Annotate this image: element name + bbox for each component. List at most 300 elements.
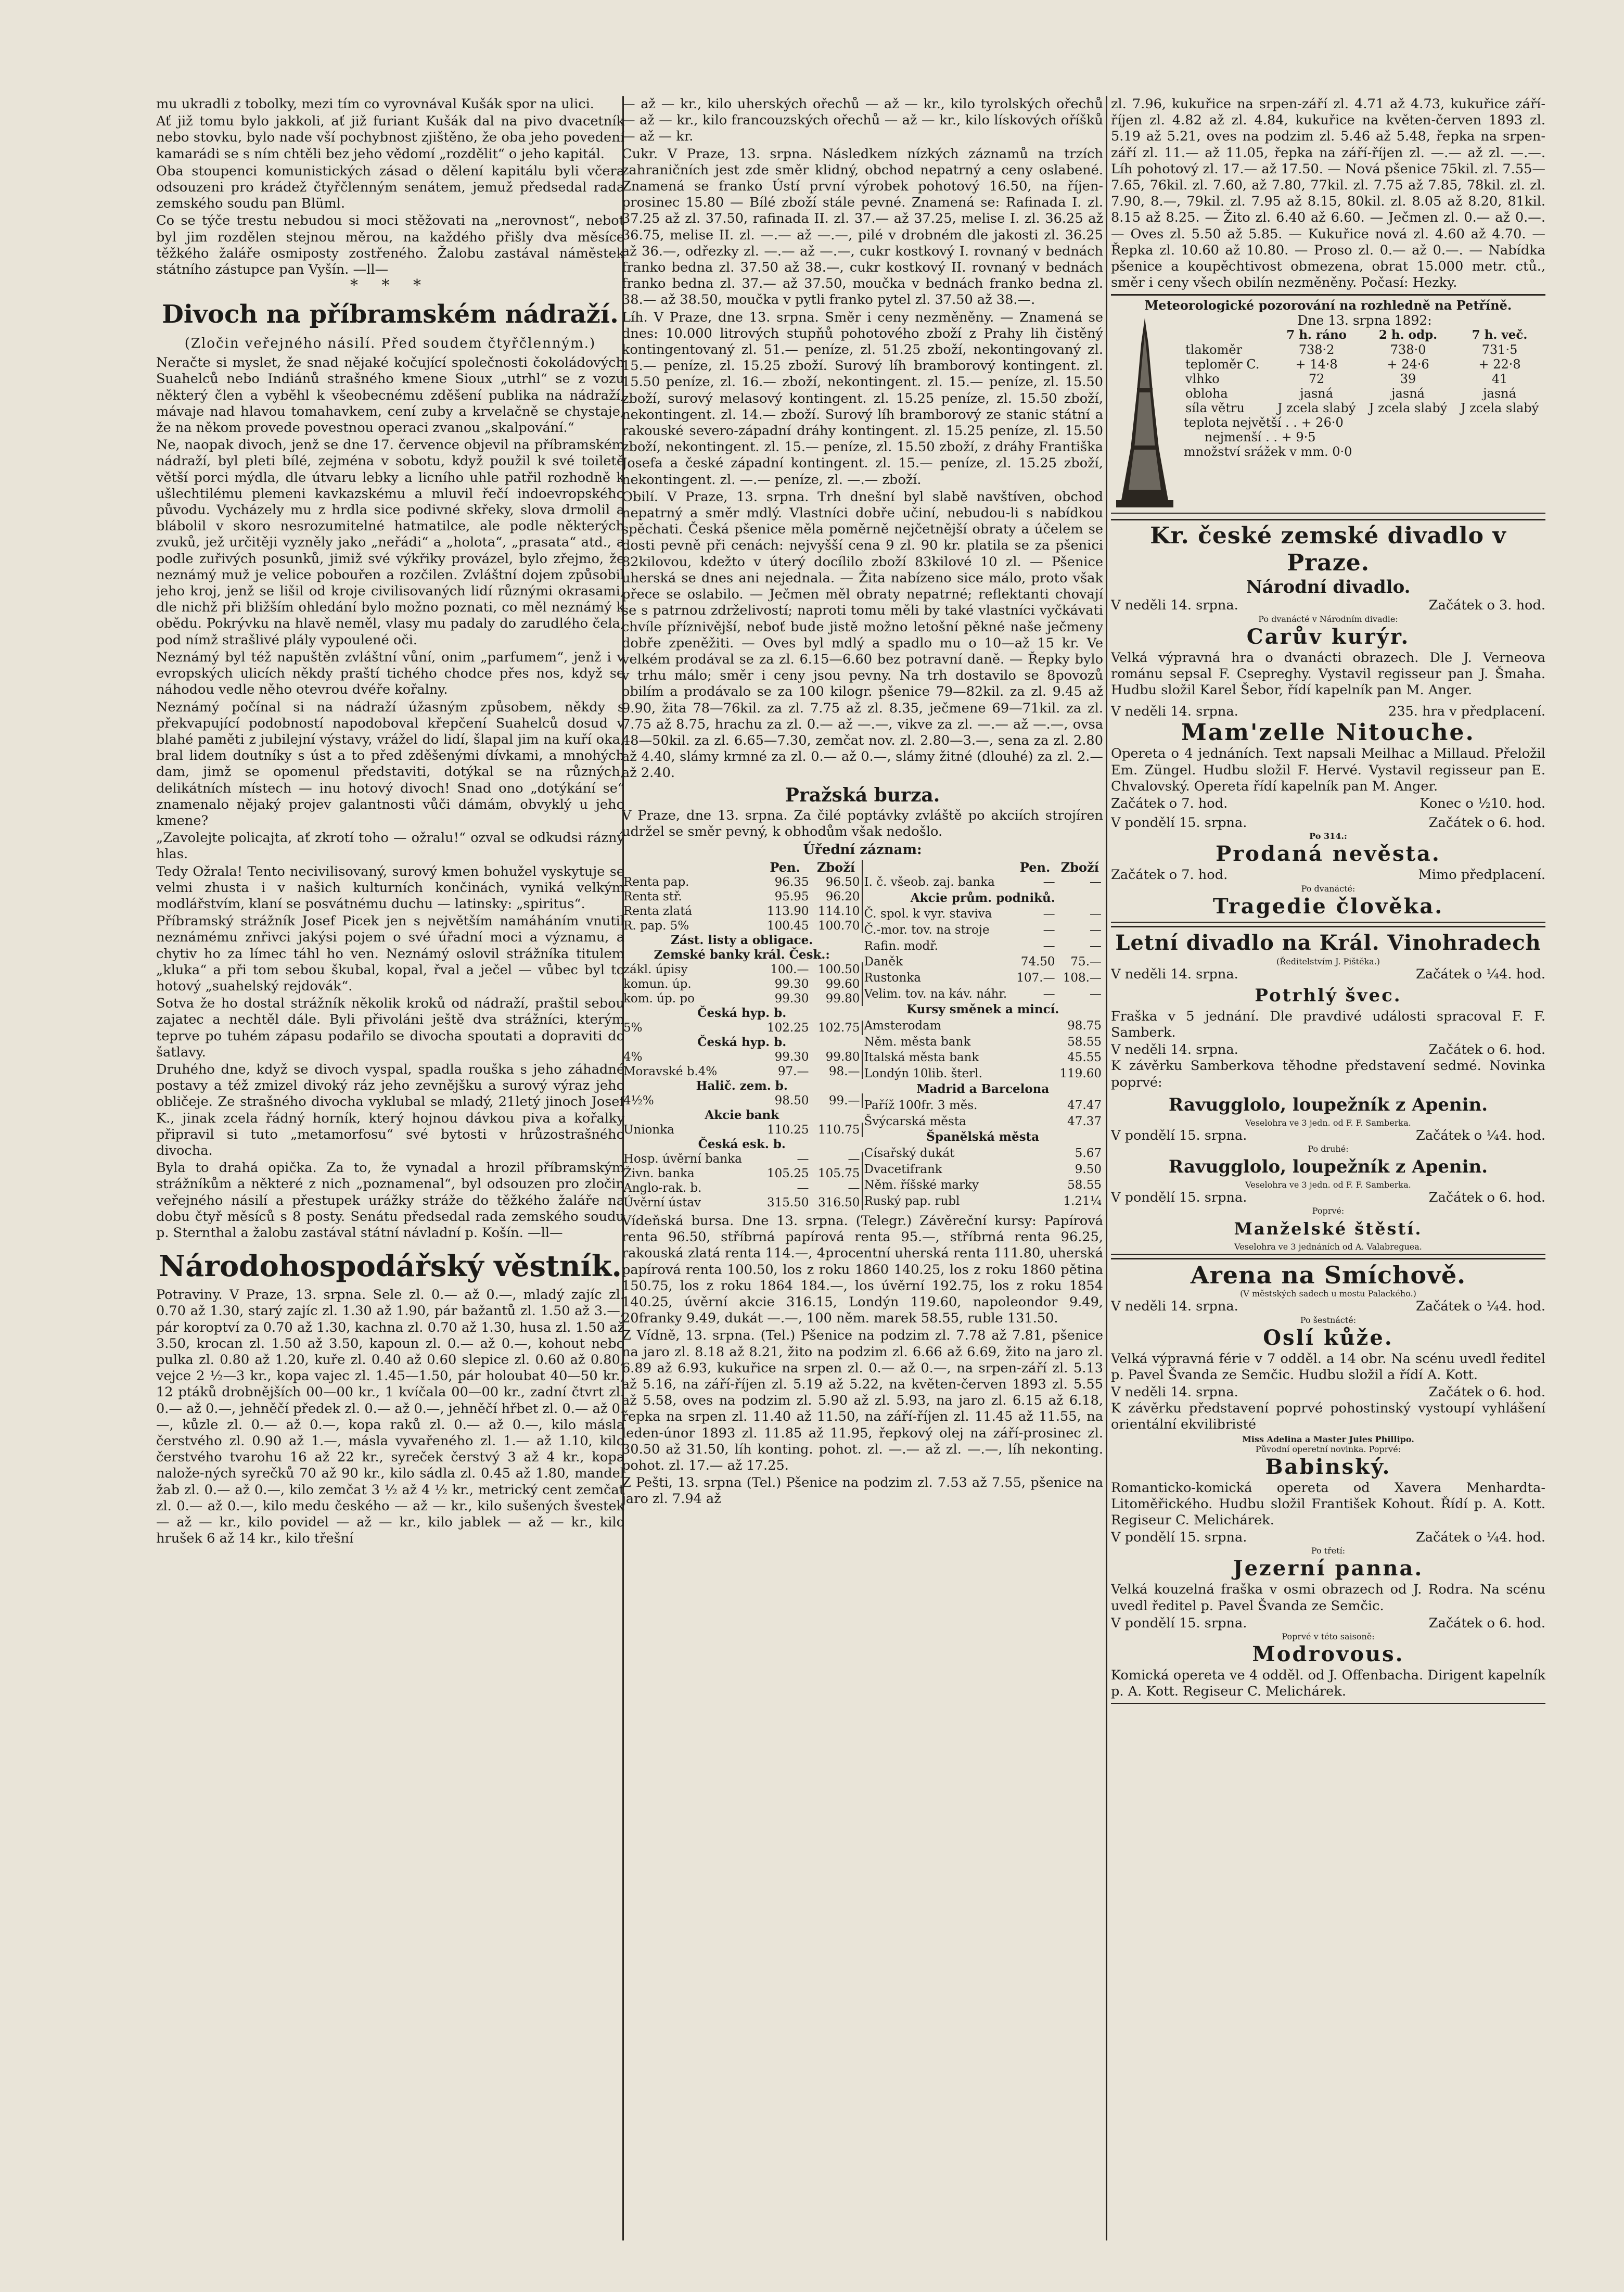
- date: V neděli 14. srpna.: [1111, 1298, 1238, 1315]
- weather-label: tlakoměr: [1185, 342, 1243, 358]
- table-value: 119.60: [1059, 1066, 1102, 1080]
- table-value: 58.55: [1067, 1178, 1102, 1192]
- table-value: 100.45: [767, 919, 809, 933]
- table-value: 107.—: [1016, 971, 1055, 985]
- table-value: 95.95: [774, 889, 809, 903]
- weather-col: 2 h. odp.: [1378, 328, 1438, 342]
- table-row: [863, 1130, 1104, 1146]
- weather-value: + 14·8: [1295, 357, 1338, 372]
- table-label: Švýcarská města: [864, 1114, 966, 1128]
- start-time: Začátek o ¼4. hod.: [1415, 1298, 1545, 1315]
- table-label: Renta zlatá: [623, 904, 693, 918]
- paragraph: Co se týče trestu nebudou si moci stěžovati na „nerovnost“, neboť byl jim rozdělen stejnou měrou, na každého přišly dva měsíce těžkého žaláře osmiposty zostřeného. Žalobu zastával náměstek státního zástupce pan Vyšín. —ll—: [156, 213, 624, 278]
- table-row: [863, 1018, 1104, 1035]
- table-row: [863, 907, 1104, 923]
- table-row: [622, 904, 862, 919]
- table-label: Moravské b.4%: [623, 1064, 718, 1078]
- paragraph: Sotva že ho dostal strážník několik kroků od nádraží, praštil sebou zajatec a nechtěl dále. Byli přivoláni ještě dva strážníci, kterým teprve po tuhém zápasu podařilo se divocha spoutati a dopraviti do šatlavy.: [156, 996, 624, 1060]
- table-value: 113.90: [767, 904, 809, 918]
- table-row: [863, 1178, 1104, 1194]
- start-time: Začátek o ¼4. hod.: [1415, 966, 1545, 982]
- table-row: [863, 1098, 1104, 1114]
- table-row: [622, 1108, 862, 1123]
- theatre-section: [1111, 519, 1545, 922]
- date: V pondělí 15. srpna.: [1111, 1615, 1247, 1631]
- table-value: 110.25: [767, 1123, 809, 1137]
- table-row: [622, 1006, 862, 1021]
- date: V neděli 14. srpna.: [1111, 1384, 1238, 1400]
- end-time: Konec o ½10. hod.: [1420, 796, 1545, 812]
- column-right: [1111, 96, 1545, 2261]
- weather-value: 39: [1400, 372, 1416, 387]
- table-value: 98.—: [810, 1064, 862, 1079]
- paragraph: Ne, naopak divoch, jenž se dne 17. července objevil na příbramském nádraží, byl pleti bílé, zejména v sobotu, když použil k své toiletě větší porci mýdla, dle útvaru lebky a licního uhle patřil rozhodně k ušlechtilému plemeni kavkazskému a mluvil řečí indoevropského původu. Vycházely mu z hrdla sice podivné skřeky, slova drmolil a blábolil v skoro nesrozumitelné hatmatilce, ale podle některých zvuků, jež určitěji vyzněly jako „neřádi“ a „holota“, „prasata“ atd., a podle zuřivých posunků, jimiž své výkřiky provázel, bylo zřejmo, že neznámý muž je velice pobouřen a rozčilen. Zvláštní dojem způsobil jeho kroj, jenž se lišil od kroje civilisovaných lidí různými okrasami, dle nichž při bližším ohledání bylo možno poznati, co měl neznámý k obědu. Pokrývku na hlavě neměl, vlasy mu padaly do zarudlého čela, pod nímž strašlivé plály vypoulené oči.: [156, 437, 624, 648]
- table-label: Rafin. modř.: [864, 939, 938, 953]
- play-description: Veselohra ve 3 jedn. od F. F. Samberka.: [1245, 1117, 1411, 1128]
- table-label: Amsterodam: [864, 1018, 941, 1033]
- table-value: 98.75: [1067, 1018, 1102, 1033]
- table-label: zákl. úpisy: [623, 962, 688, 976]
- table-row: [863, 1146, 1104, 1162]
- table-row: [622, 948, 862, 962]
- table-value: 96.50: [810, 875, 862, 889]
- table-value: 47.37: [1067, 1114, 1102, 1128]
- table-row: [863, 987, 1104, 1003]
- weather-value: J zcela slabý: [1277, 401, 1356, 416]
- start-time: Začátek o 7. hod.: [1111, 796, 1228, 812]
- weather-value: J zcela slabý: [1460, 401, 1539, 416]
- start-time: Začátek o ¼4. hod.: [1415, 1530, 1545, 1546]
- table-value: [1014, 1194, 1057, 1210]
- sugar-report: Cukr. V Praze, 13. srpna. Následkem nízkých záznamů na trzích zahraničních jest zde směr klidný, obchod nepatrný a ceny oslabené. Znamená se franko Ústí první výrobek pohotový 16.50, na říjen-prosinec 15.80 — Bílé zboží stále pevné. Znamená se: Rafinada I. zl. 37.25 až zl. 37.50, rafinada II. zl. 37.— až 37.25, melise I. zl. 36.25 až 36.75, melise II. zl. —.— až —.—, pilé v drobném dle jakosti zl. 36.25 až 36.—, odřezky zl. —.— až —.—, cukr kostkový I. rovnaný v bednách franko bedna zl. 37.50 až 38.—, cukr kostkový II. rovnaný v bednách franko bedna zl. 37.— až 37.50, moučka v bednách franko bedna zl. 38.— až 38.50, moučka v pytli franko pytel zl. 37.50 až 38.—.: [622, 146, 1103, 308]
- table-row: [863, 923, 1104, 939]
- table-row: [622, 1093, 862, 1108]
- table-value: 47.47: [1067, 1099, 1102, 1113]
- table-value: [1014, 1178, 1057, 1194]
- table-label: Č.-mor. tov. na stroje: [864, 923, 990, 937]
- performance-note: Původní operetní novinka. Poprvé:: [1255, 1444, 1401, 1454]
- date: V pondělí 15. srpna.: [1111, 815, 1247, 831]
- table-value: 96.20: [810, 889, 862, 904]
- table-label: Renta stř.: [623, 889, 682, 903]
- weather-col: 7 h. več.: [1472, 328, 1528, 342]
- table-row: [863, 954, 1104, 971]
- weather-title: Meteorologické pozorování na rozhledně na Petříně.: [1144, 298, 1512, 313]
- weather-table: [1184, 328, 1545, 415]
- start-time: Začátek o 7. hod.: [1111, 867, 1228, 883]
- paragraph: „Zavolejte policajta, ať zkrotí toho — ožralu!“ ozval se odkudsi rázný hlas.: [156, 830, 624, 862]
- table-value: —: [1043, 875, 1055, 889]
- table-value: 108.—: [1063, 971, 1102, 985]
- weather-col: 7 h. ráno: [1286, 328, 1347, 342]
- play-title: Prodaná nevěsta.: [1216, 842, 1441, 867]
- play-title: Oslí kůže.: [1263, 1325, 1393, 1350]
- date: V pondělí 15. srpna.: [1111, 1127, 1247, 1143]
- table-row: [863, 939, 1104, 955]
- table-label: Halič. zem. b.: [696, 1078, 788, 1093]
- table-label: Císařský dukát: [864, 1147, 955, 1161]
- table-label: Akcie prům. podniků.: [910, 890, 1055, 905]
- start-time: Začátek o 6. hod.: [1428, 1042, 1545, 1058]
- table-row: [863, 1035, 1104, 1051]
- table-row: [622, 1021, 862, 1035]
- column-rule: [1106, 96, 1107, 2240]
- table-row: [622, 1050, 862, 1064]
- weather-label: teploměr C.: [1185, 357, 1260, 372]
- table-label: Renta pap.: [623, 875, 689, 889]
- paragraph: zl. 7.96, kukuřice na srpen-září zl. 4.71 až 4.73, kukuřice září-říjen zl. 4.82 až zl. 4.84, kukuřice na květen-červen 1893 zl. 5.19 až 5.21, oves na podzim zl. 5.46 až 5.48, řepka na srpen-září zl. 11.— až 11.05, řepka na září-říjen zl. —.— až zl. —.—. Líh pohotový zl. 17.— až 17.50. — Nová pšenice 75kil. zl. 7.55—7.65, 76kil. zl. 7.60, až 7.80, 77kil. zl. 7.75 až 7.85, 78kil. zl. zl. 7.90, 8.—, 79kil. zl. 7.95 až 8.15, 80kil. zl. 8.05 až 8.20, 81kil. 8.15 až 8.25. — Žito zl. 6.40 až 6.60. — Ječmen zl. 0.— až 0.—. — Oves zl. 5.50 až 5.85. — Kukuřice nová zl. 4.60 až 4.70. — Řepka zl. 10.60 až 10.80. — Proso zl. 0.— až 0.—. — Nabídka pšenice a koupěchtivost obmezena, obrat 15.000 metr. ctů., směr i ceny všech obilín nezměněny. Počasí: Hezky.: [1111, 96, 1545, 291]
- table-value: —: [1090, 939, 1102, 953]
- table-label: Hosp. úvěrní banka: [623, 1152, 742, 1166]
- weather-row: [1184, 401, 1545, 415]
- play-description: K závěrku představení poprvé pohostinský vystoupí vyhlášení orientální ekvilibristé: [1111, 1400, 1545, 1433]
- summer-theatre-subtitle: (Ředitelstvím J. Pištěka.): [1276, 956, 1380, 966]
- table-value: —: [810, 1152, 862, 1166]
- table-value: —: [1043, 907, 1055, 921]
- table-label: Česká hyp. b.: [697, 1035, 787, 1049]
- table-value: 102.25: [767, 1021, 809, 1035]
- table-row: [622, 1035, 862, 1050]
- paragraph: Neračte si myslet, že snad nějaké kočující společnosti čokoládových Suahelců nebo Indiánů strašného kmene Sioux „utrhl“ se z vozu některý člen a vyběhl k všeobecnému zděšení publika na nádraží, mávaje nad hlavou tomahavkem, cení zuby a krvelačně se chystaje, že na někom provede povestnou operaci zvanou „skalpování.“: [156, 355, 624, 436]
- date: V pondělí 15. srpna.: [1111, 1530, 1247, 1546]
- table-row: [622, 933, 862, 948]
- start-time: Začátek o 6. hod.: [1428, 1615, 1545, 1631]
- table-value: 105.25: [767, 1166, 809, 1180]
- play-title: Potrhlý švec.: [1255, 985, 1402, 1006]
- table-row: [622, 1166, 862, 1181]
- table-label: Daněk: [864, 955, 903, 969]
- start-time: Začátek o 6. hod.: [1428, 815, 1545, 831]
- table-value: 105.75: [810, 1166, 862, 1181]
- date: V pondělí 15. srpna.: [1111, 1190, 1247, 1206]
- weather-rain: množství srážek v mm. 0·0: [1184, 444, 1352, 460]
- national-theatre-title: Národní divadlo.: [1246, 577, 1411, 598]
- paragraph: Byla to drahá opička. Za to, že vynadal a hrozil příbramským strážníkům a některé z nich „poznamenal“, byl odsouzen pro zločin veřejného násilí a přestupek urážky stráže do těžkého žaláře na dobu čtyř měsíců s 8 posty. Senátu předsedal rada zemského soudu p. Sternthal a žalobu zastával státní návladní p. Košín. —ll—: [156, 1160, 624, 1241]
- paragraph: Neznámý byl též napuštěn zvláštní vůní, onim „parfumem“, jenž i v evropských ulicích někdy praští tichého chodce přes nos, když se náhodou vedle něho otevrou dvéře kořalny.: [156, 649, 624, 698]
- table-value: 99.—: [810, 1093, 862, 1108]
- table-value: [1014, 1114, 1057, 1130]
- table-row: [863, 1194, 1104, 1210]
- market-report: Potraviny. V Praze, 13. srpna. Sele zl. 0.— až 0.—, mladý zajíc zl. 0.70 až 1.30, starý zajíc zl. 1.30 až 1.90, pár bažantů zl. 1.50 až 3.—, pár koroptví za 0.70 až 1.30, kachna zl. 0.70 až 1.30, husa zl. 1.50 až 3.50, krocan zl. 1.50 až 3.50, kapoun zl. 0.— až 0.—, kohout nebo pulka zl. 0.80 až 1.20, kuře zl. 0.40 až 0.60 slepice zl. 0.60 až 0.80, vejce 2 ½—3 kr., kopa vajec zl. 1.45—1.50, pár holoubat 40—50 kr., 12 ptáků drobnějších 00—00 kr., 1 kvíčala 00—00 kr., zadní čtvrt zl. 0.— až 0.—, jehněčí předek zl. 0.— až 0.—, jehněčí hřbet zl. 0.— až 0.—, kůzle zl. 0.— až 0.—, kopa raků zl. 0.— až 0.—, kilo másla čerstvého zl. 0.90 až 1.—, másla vyvařeného zl. 1.— až 1.10, kilo čerstvého tvarohu 16 až 22 kr., syreček čerstvý 3 až 4 kr., kopa nalože-ných syrečků 70 až 90 kr., kilo sádla zl. 0.45 až 1.80, mandel žab zl. 0.— až 0.—, kilo zemčat 3 ½ až 4 ½ kr., metrický cent zemčat zl. 0.— až 0.—, kilo medu českého — až — kr., kilo sušených švestek — až — kr., kilo povidel — až — kr., kilo jablek — až — kr., kilo hrušek 6 až 14 kr., kilo třešní: [156, 1287, 624, 1547]
- performance-note: Poprvé:: [1312, 1206, 1345, 1216]
- table-label: Italská města bank: [864, 1051, 979, 1065]
- table-label: komun. úp.: [623, 977, 692, 991]
- table-value: [1014, 1162, 1057, 1178]
- table-label: Paříž 100fr. 3 měs.: [864, 1099, 978, 1113]
- exchange-table: [622, 860, 1103, 1210]
- performance-note: Po 314.:: [1309, 831, 1347, 842]
- article-headline: Divoch na příbramském nádraží.: [162, 300, 619, 329]
- weather-value: jasná: [1391, 386, 1425, 401]
- table-value: [1014, 1066, 1057, 1083]
- play-title: Manželské štěstí.: [1234, 1219, 1423, 1239]
- start-time: Začátek o ¼4. hod.: [1415, 1127, 1545, 1143]
- play-description: Velká kouzelná fraška v osmi obrazech od J. Rodra. Na scénu uvedl ředitel p. Pavel Švanda ze Semčic.: [1111, 1582, 1545, 1614]
- table-row: [622, 919, 862, 933]
- performance-note: Po dvanácté v Národním divadle:: [1258, 614, 1398, 624]
- table-label: Č. spol. k vyr. staviva: [864, 907, 992, 921]
- table-label: Kursy směnek a mincí.: [906, 1002, 1059, 1017]
- table-value: —: [1090, 875, 1102, 889]
- table-label: Unionka: [623, 1123, 674, 1137]
- table-value: 99.80: [810, 991, 862, 1006]
- table-row: [863, 1114, 1104, 1130]
- table-value: —: [1043, 939, 1055, 953]
- table-title: Úřední záznam:: [803, 842, 922, 858]
- performers: Miss Adelina a Master Jules Phillipo.: [1242, 1434, 1414, 1444]
- table-value: 97.—: [777, 1064, 809, 1078]
- table-row: [622, 1181, 862, 1195]
- weather-value: jasná: [1483, 386, 1516, 401]
- table-row: [863, 1162, 1104, 1178]
- table-label: Česká hyp. b.: [697, 1005, 787, 1020]
- table-label: 4%: [623, 1050, 643, 1064]
- play-title: Ravugglolo, loupežník z Apenin.: [1168, 1156, 1488, 1178]
- weather-temp-max: teplota největší . . + 26·0: [1184, 415, 1344, 430]
- table-value: 99.60: [810, 977, 862, 991]
- weather-value: 41: [1491, 372, 1508, 387]
- table-value: 96.35: [774, 875, 809, 889]
- table-row: [863, 971, 1104, 987]
- weather-value: 72: [1308, 372, 1325, 387]
- table-label: Zemské banky král. Česk.:: [654, 947, 830, 962]
- spirit-report: Líh. V Praze, dne 13. srpna. Směr i ceny nezměněny. — Znamená se dnes: 10.000 litrových stupňů pohotového zboží z Prahy lih čistěný kontingentovaný zl. 51.— peníze, zl. 51.25 zboží, nekontingovaný zl. 15.— peníze, zl. 15.25 zboží. Surový líh bramborový kontingent. zl. 15.50 peníze, zl. 16.— zboží, nekontingent. zl. 15.— peníze, zl. 15.50 zboží, surový melasový kontingent. zl. 15.25 peníze, zl. 15.50 zboží, nekontingent. zl. 14.— zboží. Surový líh bramborový ze stanic státní a rakouské severo-západní dráhy kontingent. zl. 15.25 peníze, zl. 15.50 zboží, nekontingent. zl. 15.— peníze, zl. 15.50 zboží, z dráhy Františka Josefa a české západní kontingent. zl. 15.— peníze, zl. 15.25 zboží, nekontingent. zl. —.— peníze, zl. —.— zboží.: [622, 309, 1103, 488]
- weather-row: [1184, 342, 1545, 357]
- table-value: 316.50: [810, 1195, 862, 1210]
- col-head: Pen.: [770, 859, 800, 875]
- performance-note: Po druhé:: [1308, 1144, 1349, 1154]
- table-row: [863, 1002, 1104, 1018]
- play-description: K závěrku Samberkova těhodne představení sedmé. Novinka poprvé:: [1111, 1058, 1545, 1090]
- weather-temp-min: nejmenší . . + 9·5: [1205, 430, 1316, 445]
- vienna-bourse-report: Vídeňská bursa. Dne 13. srpna. (Telegr.) Závěreční kursy: Papírová renta 96.50, stříbrná papírová renta 95.—, stříbrná renta 96.25, rakouská zlatá renta 114.—, 4procentní uherská renta 111.80, uherská papírová renta 100.50, los z roku 1860 140.25, los z roku 1860 pětina 150.75, los z roku 1864 184.—, los úvěrní 192.75, los z roku 1854 140.25, úvěrní akcie 316.15, Londýn 119.60, napoleondor 9.49, 20franky 9.49, dukát —.—, 100 něm. marek 58.55, ruble 131.50.: [622, 1213, 1103, 1327]
- performance-note: Mimo předplacení.: [1418, 867, 1545, 883]
- table-row: [622, 1152, 862, 1166]
- weather-value: + 24·6: [1387, 357, 1429, 372]
- date: V neděli 14. srpna.: [1111, 597, 1238, 614]
- col-head: Zboží: [1060, 859, 1099, 875]
- table-row: [622, 977, 862, 991]
- table-value: 100.70: [810, 919, 862, 933]
- table-value: 9.50: [1075, 1162, 1102, 1176]
- table-value: [1014, 1018, 1057, 1035]
- table-row: [622, 962, 862, 977]
- paragraph: Ať již tomu bylo jakkoli, ať již furiant Kušák dal na pivo dvacetník nebo stovku, bylo nade vší pochybnost zjištěno, že oba jeho povedení kamarádi se s ním chtěli bez jeho vědomí „rozdělit“ o jeho kapitál.: [156, 113, 624, 162]
- bourse-report: V Praze, dne 13. srpna. Za čilé poptávky zvláště po akciích strojíren udržel se směr pevný, k obhodům však nedošlo.: [622, 807, 1103, 839]
- performance-note: 235. hra v předplacení.: [1388, 704, 1545, 720]
- table-value: —: [797, 1152, 809, 1166]
- table-label: Akcie bank: [705, 1107, 779, 1122]
- table-value: —: [1090, 907, 1102, 921]
- table-label: Ruský pap. rubl: [864, 1194, 960, 1208]
- theatre-title: Kr. české zemské divadlo v Praze.: [1150, 523, 1506, 577]
- column-middle: [622, 96, 1103, 2261]
- table-row: [622, 991, 862, 1006]
- table-value: 110.75: [810, 1123, 862, 1137]
- table-value: 1.21¼: [1063, 1194, 1102, 1208]
- table-label: Česká esk. b.: [698, 1137, 786, 1151]
- separator-stars: * * *: [350, 276, 431, 295]
- performance-note: Poprvé v této saisoně:: [1282, 1631, 1375, 1641]
- weather-label: vlhko: [1185, 372, 1220, 387]
- bourse-title: Pražská burza.: [785, 784, 940, 806]
- play-description: Opereta o 4 jednáních. Text napsali Meilhac a Millaud. Přeložil Em. Züngel. Hudbu složil F. Hervé. Vystavil regisseur pan E. Chvalovský. Opereta řídí kapelník pan M. Anger.: [1111, 746, 1545, 794]
- table-label: Madrid a Barcelona: [916, 1082, 1050, 1097]
- table-row: [622, 1123, 862, 1137]
- play-description: Velká výpravná férie v 7 odděl. a 14 obr. Na scénu uvedl ředitel p. Pavel Švanda ze Semčic. Hudbu složil a řídí A. Kott.: [1111, 1351, 1545, 1383]
- table-value: —: [797, 1181, 809, 1195]
- weather-label: obloha: [1185, 386, 1228, 401]
- date: V neděli 14. srpna.: [1111, 966, 1238, 982]
- table-value: 100.50: [810, 962, 862, 977]
- table-label: I. č. všeob. zaj. banka: [864, 875, 995, 889]
- weather-date: Dne 13. srpna 1892:: [1297, 313, 1432, 328]
- start-time: Začátek o 6. hod.: [1428, 1190, 1545, 1206]
- table-label: Živn. banka: [623, 1166, 695, 1180]
- play-title: Tragedie člověka.: [1212, 894, 1444, 919]
- table-row: [622, 1079, 862, 1093]
- table-value: —: [810, 1181, 862, 1195]
- weather-value: J zcela slabý: [1369, 401, 1448, 416]
- table-label: Rustonka: [864, 971, 921, 985]
- performance-note: Po šestnácté:: [1300, 1315, 1357, 1325]
- table-row: [863, 875, 1104, 891]
- table-row: [622, 889, 862, 904]
- table-row: [622, 1064, 862, 1079]
- weather-value: 731·5: [1481, 342, 1518, 358]
- play-title: Carův kurýr.: [1246, 624, 1410, 649]
- table-value: 98.50: [774, 1093, 809, 1107]
- table-label: Něm. říšské marky: [864, 1178, 979, 1192]
- weather-label: síla větru: [1185, 401, 1245, 416]
- weather-value: + 22·8: [1478, 357, 1521, 372]
- play-description: Veselohra ve 3 jedn. od F. F. Samberka.: [1245, 1180, 1411, 1190]
- table-row: [622, 1195, 862, 1210]
- table-label: Něm. města bank: [864, 1035, 971, 1049]
- play-title: Mam'zelle Nitouche.: [1181, 719, 1475, 746]
- paragraph: Druhého dne, když se divoch vyspal, spadla rouška s jeho záhadné postavy a též zmizel divoký ráz jeho zevnějšku a surový výraz jeho obličeje. Ze strašného divocha vyklubal se mladý, 21letý jinoch Josef K., jinak zcela řádný horník, který hojnou dávkou piva a kořalky připravil si tuto „metamorfosu“ své bytosti v hrůzostrašného divocha.: [156, 1061, 624, 1158]
- table-label: Španělská města: [926, 1130, 1040, 1144]
- table-label: 5%: [623, 1021, 643, 1035]
- arena-title: Arena na Smíchově.: [1190, 1261, 1466, 1290]
- table-value: 99.30: [774, 1050, 809, 1064]
- play-title: Babinský.: [1265, 1454, 1391, 1479]
- table-label: R. pap. 5%: [623, 919, 689, 933]
- date: V neděli 14. srpna.: [1111, 1042, 1238, 1058]
- petrin-tower-illustration: [1111, 313, 1179, 511]
- paragraph: Tedy Ožrala! Tento necivilisovaný, surový kmen bohužel vyskytuje se velmi zhusta i v našich kulturních končinách, vyniká velkým modlářstvím, klaní se posvátnému duchu — latinsky: „spiritus“.: [156, 863, 624, 912]
- table-value: —: [1043, 923, 1055, 937]
- exchange-table-left: [622, 860, 863, 1210]
- performance-note: Po třetí:: [1311, 1546, 1346, 1556]
- table-value: 100.—: [770, 962, 809, 976]
- table-label: Dvacetifrank: [864, 1162, 942, 1176]
- table-value: [1014, 1050, 1057, 1066]
- date: V neděli 14. srpna.: [1111, 704, 1238, 720]
- table-row: [622, 875, 862, 889]
- exchange-table-right: [863, 860, 1104, 1210]
- grain-report: Obilí. V Praze, 13. srpna. Trh dnešní byl slabě navštíven, obchod nepatrný a směr mdlý. Vlastníci dobře učiní, nebudou-li s nabídkou spěchati. Česká pšenice měla poměrně nejčetnější obraty a účelem se dosti pevně při cenách: nejvyšší cena 9 zl. 90 kr. platila se za pšenici 82kilovou, kdežto v úterý docílilo zboží 83kilové 10 zl. — Pšenice uherská se dnes ani nejednala. — Žita nabízeno sice málo, proto však přece se oslabilo. — Ječmen měl obraty nepatrné; reflektanti chovají se s patrnou zdrželivostí; naproti tomu měli by také vlastníci vyčkávati chvíle příznivější, neboť bude jistě možno letošní pěkné naše ječmeny dobře zpeněžiti. — Oves byl mdlý a spadlo mu o 10—až 15 kr. Ve velkém prodával se za zl. 6.15—6.60 bez potravní daně. — Řepky bylo v trhu málo; směr i ceny jsou pevny. Na trh dostavilo se 8povozů obilím a prodávalo se za 100 kilogr. pšenice 79—82kil. za zl. 9.45 až 9.90, žita 78—76kil. za zl. 7.75 až zl. 8.35, ječmene 69—71kil. za zl. 7.75 až 8.75, hrachu za zl. 0.— až —.—, vikve za zl. —.— až —.—, ovsa 48—50kil. za zl. 6.65—7.30, zemčat nov. zl. 2.80—3.—, sena za zl. 2.80 až 4.40, slámy krmné za zl. 0.— až 0.—, slámy žitné (dlouhé) za zl. 2.— až 2.40.: [622, 489, 1103, 781]
- start-time: Začátek o 3. hod.: [1428, 597, 1545, 614]
- paragraph: Neznámý počínal si na nádraží úžasným způsobem, někdy s překvapující podobností napodoboval křepčení Suahelců dosud v blahé paměti z jubilejní výstavy, vrážel do lidí, šlapal jim na kuří oka, bral lidem doutníky s úst a to před zděšenými dívkami, a mnohých dam, jimž se opomenul představiti, dotýkal se na různých, delikátních místech — inu hotový divoch! Snad ono „dotýkání se“ znamenalo nějaký projev galantnosti vůči dámám, obvyklý u jeho kmene?: [156, 699, 624, 829]
- table-row: [622, 1137, 862, 1152]
- weather-row: [1184, 372, 1545, 386]
- table-label: kom. úp. po: [623, 991, 695, 1005]
- col-head: Zboží: [810, 860, 862, 875]
- paragraph: — až — kr., kilo uherských ořechů — až — kr., kilo tyrolských ořechů — až — kr., kilo francouzských ořechů — až — kr., kilo lískových oříšků — až — kr.: [622, 96, 1103, 145]
- arena-subtitle: (V městských sadech u mostu Palackého.): [1240, 1289, 1416, 1299]
- start-time: Začátek o 6. hod.: [1428, 1384, 1545, 1400]
- performance-note: Po dvanácté:: [1301, 883, 1356, 894]
- table-value: [1014, 1098, 1057, 1114]
- pest-report: Z Pešti, 13. srpna (Tel.) Pšenice na podzim zl. 7.53 až 7.55, pšenice na jaro zl. 7.94 až: [622, 1475, 1103, 1507]
- summer-theatre-title: Letní divadlo na Král. Vinohradech: [1115, 930, 1541, 955]
- weather-value: 738·0: [1390, 342, 1426, 358]
- table-value: 58.55: [1067, 1035, 1102, 1049]
- table-label: Zást. listy a obligace.: [671, 933, 813, 947]
- col-head: Pen.: [1019, 859, 1051, 875]
- paragraph: Příbramský strážník Josef Picek jen s největším namáháním vnutil neznámému znřivci jakýsi pojem o své úřadní moci a významu, a chytiv ho za límec táhl ho ven. Neznámý oslovil strážníka titulem „kluka“ a při tom sebou škubal, kopal, řval a ječel — vůbec byl to hotový „suahelský rejdovák“.: [156, 913, 624, 994]
- table-row: [863, 1066, 1104, 1083]
- table-value: 99.80: [810, 1050, 862, 1064]
- article-subheadline: (Zločin veřejného násilí. Před soudem čtyřčlenným.): [184, 336, 596, 352]
- table-value: —: [1090, 923, 1102, 937]
- play-description: Romanticko-komická opereta od Xavera Menhardta-Litoměřického. Hudbu složil František Kohout. Řídí p. A. Kott. Regiseur C. Melichárek.: [1111, 1480, 1545, 1528]
- section-title: Národohospodářský věstník.: [158, 1249, 622, 1284]
- column-left: [156, 96, 624, 2261]
- play-description: Veselohra ve 3 jednáních od A. Valabreguea.: [1234, 1242, 1422, 1252]
- table-value: 74.50: [1020, 955, 1055, 969]
- play-description: Komická opereta ve 4 odděl. od J. Offenbacha. Dirigent kapelník p. A. Kott. Regiseur C. Melichárek.: [1111, 1667, 1545, 1700]
- weather-value: 738·2: [1298, 342, 1335, 358]
- table-label: Velim. tov. na káv. náhr.: [864, 987, 1007, 1001]
- play-description: Fraška v 5 jednání. Dle pravdivé události spracoval F. F. Samberk.: [1111, 1008, 1545, 1041]
- play-description: Velká výpravná hra o dvanácti obrazech. Dle J. Verneova románu sepsal F. Csepreghy. Vystavil regisseur pan J. Šmaha. Hudbu složil Karel Šebor, řídí kapelník pan M. Anger.: [1111, 650, 1545, 698]
- play-title: Ravugglolo, loupežník z Apenin.: [1168, 1094, 1488, 1115]
- paragraph: Oba stoupenci komunistických zásad o dělení kapitálu byli včera odsouzeni pro krádež čtyřčlenným senátem, jemuž předsedal rada zemského soudu pan Blüml.: [156, 163, 624, 212]
- weather-value: jasná: [1300, 386, 1334, 401]
- table-label: 4½%: [623, 1093, 654, 1107]
- play-title: Jezerní panna.: [1233, 1556, 1424, 1581]
- table-label: Londýn 10lib. šterl.: [864, 1066, 982, 1080]
- play-title: Modrovous.: [1252, 1641, 1404, 1666]
- table-value: —: [1090, 987, 1102, 1001]
- summer-theatre-section: [1111, 926, 1545, 1255]
- table-value: [1014, 1146, 1057, 1162]
- table-row: [863, 891, 1104, 907]
- table-row: [863, 1050, 1104, 1066]
- table-label: Anglo-rak. b.: [623, 1181, 702, 1195]
- table-value: 99.30: [774, 991, 809, 1005]
- vienna-report: Z Vídně, 13. srpna. (Tel.) Pšenice na podzim zl. 7.78 až 7.81, pšenice na jaro zl. 8.18 až 8.21, žito na podzim zl. 6.66 až 6.69, žito na jaro zl. 6.89 až 6.93, kukuřice na srpen zl. 0.— až 0.—, na srpen-září zl. 5.13 až 5.16, na září-říjen zl. 5.19 až 5.22, na květen-červen 1893 zl. 5.55 až 5.58, oves na podzim zl. 5.90 až zl. 5.93, na jaro zl. 6.15 až 6.18, řepka na srpen zl. 11.40 až 11.50, na září-říjen zl. 11.45 až 11.55, na leden-únor 1893 zl. 11.85 až 11.95, řepkový olej na září-prosinec zl. 30.50 až 31.50, líh konting. pohot. zl. —.— až zl. —.—, líh nekonting. pohot. zl. 17.— až 17.25.: [622, 1328, 1103, 1473]
- table-value: 102.75: [810, 1021, 862, 1035]
- paragraph: mu ukradli z tobolky, mezi tím co vyrovnával Kušák spor na ulici.: [156, 96, 594, 112]
- arena-section: [1111, 1258, 1545, 1704]
- table-value: 45.55: [1067, 1051, 1102, 1065]
- weather-row: [1184, 357, 1545, 372]
- table-value: 315.50: [767, 1195, 809, 1209]
- table-value: 5.67: [1075, 1147, 1102, 1161]
- weather-row: [1184, 386, 1545, 401]
- table-value: 75.—: [1070, 955, 1102, 969]
- table-value: 114.10: [810, 904, 862, 919]
- table-label: Úvěrní ústav: [623, 1195, 701, 1209]
- weather-box: [1111, 294, 1545, 514]
- table-row: [863, 1082, 1104, 1098]
- table-value: 99.30: [774, 977, 809, 991]
- table-value: —: [1043, 987, 1055, 1001]
- table-value: [1014, 1035, 1057, 1051]
